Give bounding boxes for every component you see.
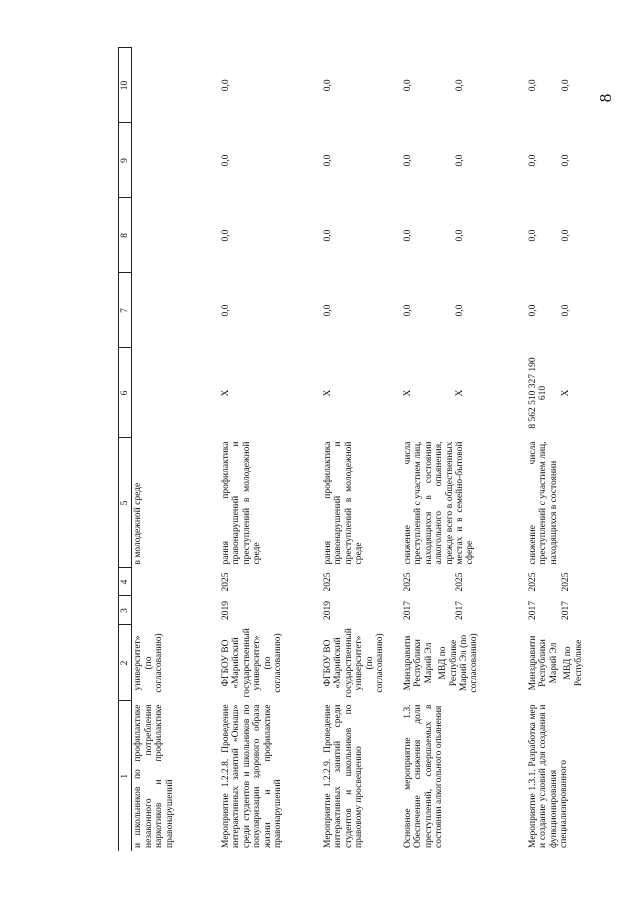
value-primary: 0,0 — [527, 154, 538, 167]
budget-cell: X — [220, 389, 231, 397]
end-year-secondary: 2025 — [560, 572, 571, 592]
result-cell: рання профилактика правонарушений и преступлений в молодежной среде — [322, 441, 365, 565]
value-secondary: 0,0 — [560, 304, 571, 317]
start-year-cell: 2019 — [220, 601, 231, 620]
result-cell: снижение числа преступлений с участием лиц, находящихся в состоянии — [527, 441, 559, 565]
value-cell: 0,0 — [220, 304, 231, 317]
end-year-cell — [527, 568, 617, 596]
value-cell — [132, 198, 220, 273]
header-col-6: 6 — [119, 348, 132, 438]
executor-cell — [402, 625, 527, 701]
value-cell: 0,0 — [220, 79, 231, 92]
activity-cell: Мероприятие 1.2.2.9. Проведение интерактивных занятий среди студентов и школьников по правовому просвещению — [322, 704, 365, 848]
header-col-4: 4 — [119, 568, 132, 596]
value-secondary: 0,0 — [454, 229, 465, 242]
value-secondary: 0,0 — [560, 154, 571, 167]
budget-primary: 8 562 510 327 190 610 — [527, 357, 549, 429]
start-year-secondary: 2017 — [454, 601, 465, 620]
executor-primary: Минздравити Республики Марий Эл — [527, 635, 559, 691]
table-row — [402, 48, 527, 851]
executor-cell — [527, 625, 617, 701]
end-year-secondary: 2025 — [454, 572, 465, 592]
executor-primary: Минздравити Республики Марий Эл — [402, 635, 434, 691]
start-year-cell — [132, 596, 220, 625]
header-col-3: 3 — [119, 596, 132, 625]
value-secondary: 0,0 — [454, 79, 465, 92]
header-col-5: 5 — [119, 438, 132, 568]
budget-secondary: X — [454, 389, 465, 397]
budget-cell — [132, 348, 220, 438]
value-cell — [132, 123, 220, 198]
result-cell: снижение числа преступлений с участием лиц, находящихся в состоянии алкогольного опьянения, прежде всего в общественных местах и в семейно-бытовой сфере — [402, 441, 476, 565]
header-col-9: 9 — [119, 123, 132, 198]
table-row — [322, 48, 402, 851]
executor-cell: университет» (по согласованию) — [133, 633, 165, 693]
value-cell: 0,0 — [322, 229, 333, 242]
result-cell: рання профилактика правонарушений и преступлений в молодежной среде — [220, 441, 263, 565]
value-primary: 0,0 — [527, 304, 538, 317]
value-primary: 0,0 — [402, 154, 413, 167]
value-primary: 0,0 — [402, 229, 413, 242]
budget-cell — [527, 348, 617, 438]
end-year-cell — [402, 568, 527, 596]
value-secondary: 0,0 — [454, 304, 465, 317]
start-year-primary: 2017 — [402, 601, 413, 620]
table-row — [527, 48, 617, 851]
budget-cell: X — [322, 389, 333, 397]
value-cell — [402, 48, 527, 123]
executor-secondary: МВД по Республике — [563, 639, 584, 687]
executor-secondary: МВД по Республике Марий Эл (по согласованию) — [438, 633, 480, 693]
value-cell: 0,0 — [322, 79, 333, 92]
budget-secondary: X — [560, 389, 571, 397]
header-col-10: 10 — [119, 48, 132, 123]
header-col-7: 7 — [119, 273, 132, 348]
end-year-cell — [132, 568, 220, 596]
value-secondary: 0,0 — [560, 79, 571, 92]
end-year-primary: 2025 — [527, 572, 538, 592]
activity-cell: Основное мероприятие 1.3. Обеспечение снижения доли преступлений, совершаемых в состоянии алкогольного опьянения — [402, 704, 445, 848]
end-year-cell: 2025 — [220, 572, 231, 592]
budget-primary: X — [402, 389, 413, 397]
start-year-cell: 2019 — [322, 601, 333, 620]
value-cell — [527, 48, 617, 123]
table-row — [220, 48, 322, 851]
value-primary: 0,0 — [402, 304, 413, 317]
header-col-1: 1 — [119, 701, 132, 851]
end-year-primary: 2025 — [402, 572, 413, 592]
rotated-page — [118, 0, 639, 851]
header-row — [119, 48, 132, 851]
activity-cell: Мероприятие 1.3.1. Разработка мер и создание условий для создания и функционирования специализированного — [527, 704, 570, 848]
value-cell — [402, 123, 527, 198]
table-row — [132, 48, 220, 851]
value-cell — [527, 198, 617, 273]
value-primary: 0,0 — [527, 229, 538, 242]
start-year-primary: 2017 — [527, 601, 538, 620]
value-cell — [132, 273, 220, 348]
result-cell: в молодежной среде — [133, 482, 144, 565]
value-cell — [402, 198, 527, 273]
activity-cell: Мероприятие 1.2.2.8. Проведение интерактивных занятий «Окнаш» среди студентов и школьников по популяризации здорового образа жизни и профилактике правонарушений — [220, 704, 283, 848]
value-cell — [527, 273, 617, 348]
value-primary: 0,0 — [402, 79, 413, 92]
value-secondary: 0,0 — [560, 229, 571, 242]
value-cell — [402, 273, 527, 348]
program-table — [118, 48, 617, 852]
value-primary: 0,0 — [527, 79, 538, 92]
executor-cell: ФГБОУ ВО «Марийский государственный университет» (по согласованию) — [322, 628, 385, 698]
page-number: 8 — [596, 93, 615, 103]
header-col-2: 2 — [119, 625, 132, 701]
value-secondary: 0,0 — [454, 154, 465, 167]
budget-cell — [402, 348, 527, 438]
value-cell — [132, 48, 220, 123]
value-cell — [527, 123, 617, 198]
activity-cell: и школьников по профилактике незаконного потребления наркотиков и профилактике правонарушений — [133, 704, 175, 848]
start-year-cell — [527, 596, 617, 625]
start-year-cell — [402, 596, 527, 625]
executor-cell: ФГБОУ ВО «Марийский государственный университет» (по согласованию) — [220, 628, 283, 698]
header-col-8: 8 — [119, 198, 132, 273]
value-cell: 0,0 — [322, 154, 333, 167]
value-cell: 0,0 — [322, 304, 333, 317]
value-cell: 0,0 — [220, 154, 231, 167]
end-year-cell: 2025 — [322, 572, 333, 592]
value-cell: 0,0 — [220, 229, 231, 242]
start-year-secondary: 2017 — [560, 601, 571, 620]
